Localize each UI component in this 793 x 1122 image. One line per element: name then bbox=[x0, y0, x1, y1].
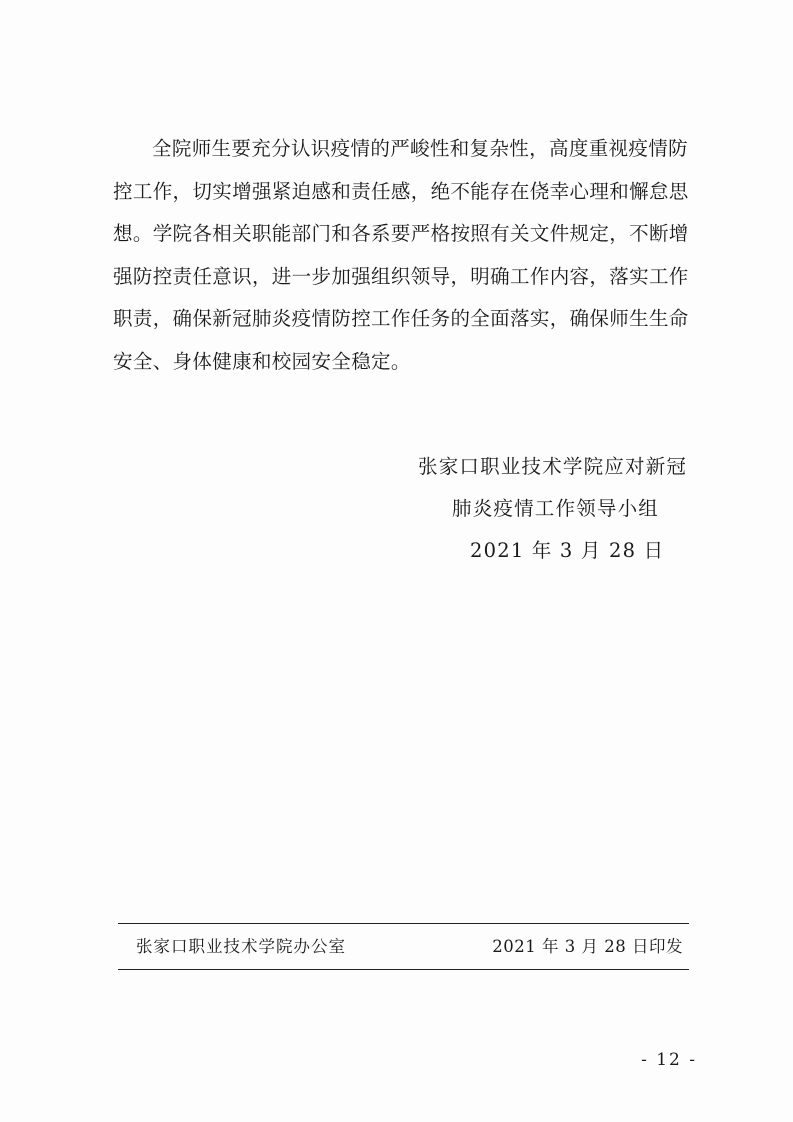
signature-org-line-1: 张家口职业技术学院应对新冠 bbox=[418, 455, 688, 478]
issuer-name: 张家口职业技术学院办公室 bbox=[136, 937, 346, 956]
body-paragraph-text: 全院师生要充分认识疫情的严峻性和复杂性，高度重视疫情防控工作，切实增强紧迫感和责任感，绝不能存在侥幸心理和懈怠思想。学院各相关职能部门和各系要严格按照有关文件规定，不断增强防控责任意识，进一步加强组织领导，明确工作内容，落实工作职责，确保新冠肺炎疫情防控工作任务的全面落实，确保师生生命安全、身体健康和校园安全稳定。 bbox=[113, 137, 689, 373]
footer-issuance-row bbox=[118, 929, 689, 965]
issue-date: 2021 年 3 月 28 日印发 bbox=[492, 937, 683, 956]
signature-org-line-2: 肺炎疫情工作领导小组 bbox=[452, 497, 660, 520]
footer-top-rule bbox=[118, 923, 689, 924]
body-paragraph bbox=[113, 128, 693, 383]
footer-bottom-rule bbox=[118, 969, 689, 970]
page-number: - 12 - bbox=[641, 1050, 697, 1070]
signature-block bbox=[418, 446, 708, 572]
signature-date: 2021 年 3 月 28 日 bbox=[470, 539, 665, 562]
